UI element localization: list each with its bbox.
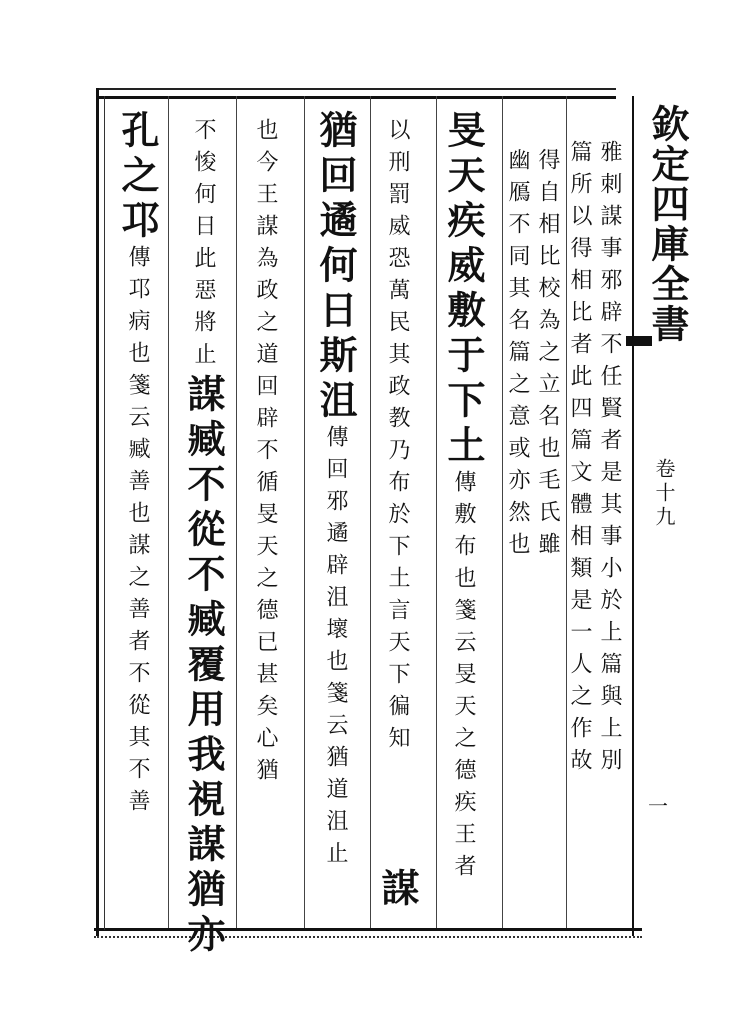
column-rule	[304, 96, 305, 928]
column-rule	[436, 96, 437, 928]
volume-label: 卷十九	[652, 458, 676, 530]
commentary-text: 傳敷布也箋云旻天之德疾王者	[451, 470, 476, 886]
text-column-mixed	[313, 110, 358, 873]
text-column-mixed	[115, 110, 160, 821]
page-mark: 一	[648, 794, 668, 818]
frame-left-border	[96, 88, 99, 936]
commentary-column: 也今王謀為政之道回辟不循旻天之德已甚矣心猶	[253, 118, 278, 790]
classic-text: 猶回遹何日斯沮	[313, 110, 358, 425]
commentary-text: 不悛何日此惡將止	[191, 118, 216, 374]
classic-text: 孔之邛	[115, 110, 160, 245]
classic-text: 旻天疾威敷于下土	[441, 110, 486, 470]
commentary-column: 篇所以得相比者此四篇文體相類是一人之作故	[567, 140, 592, 780]
commentary-text: 傳回邪遹辟沮壞也箋云猶道沮止	[323, 425, 348, 873]
frame-left-border-inner	[104, 96, 105, 930]
classic-text: 謀臧不從不臧覆用我視謀猶亦	[181, 374, 226, 959]
frame-bottom-border	[94, 928, 642, 931]
frame-bottom-border-dotted	[94, 936, 642, 938]
commentary-column: 得自相比校為之立名也毛氏雖	[535, 148, 560, 564]
text-column-mixed	[181, 118, 226, 959]
column-rule	[502, 96, 503, 928]
commentary-text: 傳邛病也箋云臧善也謀之善者不從其不善	[125, 245, 150, 821]
column-rule	[168, 96, 169, 928]
commentary-column: 以刑罰威恐萬民其政教乃布於下土言天下徧知	[385, 118, 410, 758]
column-rule	[236, 96, 237, 928]
frame-top-border-inner	[96, 96, 616, 99]
text-column-mixed	[441, 110, 486, 886]
classic-text: 謀	[375, 868, 420, 913]
fold-edge-rule	[632, 96, 634, 936]
frame-top-border	[96, 88, 616, 90]
book-title: 欽定四庫全書	[645, 104, 690, 344]
commentary-column: 幽鴈不同其名篇之意或亦然也	[505, 148, 530, 564]
commentary-column: 雅刺謀事邪辟不任賢者是其事小於上篇與上別	[597, 140, 622, 780]
column-rule	[370, 96, 371, 928]
